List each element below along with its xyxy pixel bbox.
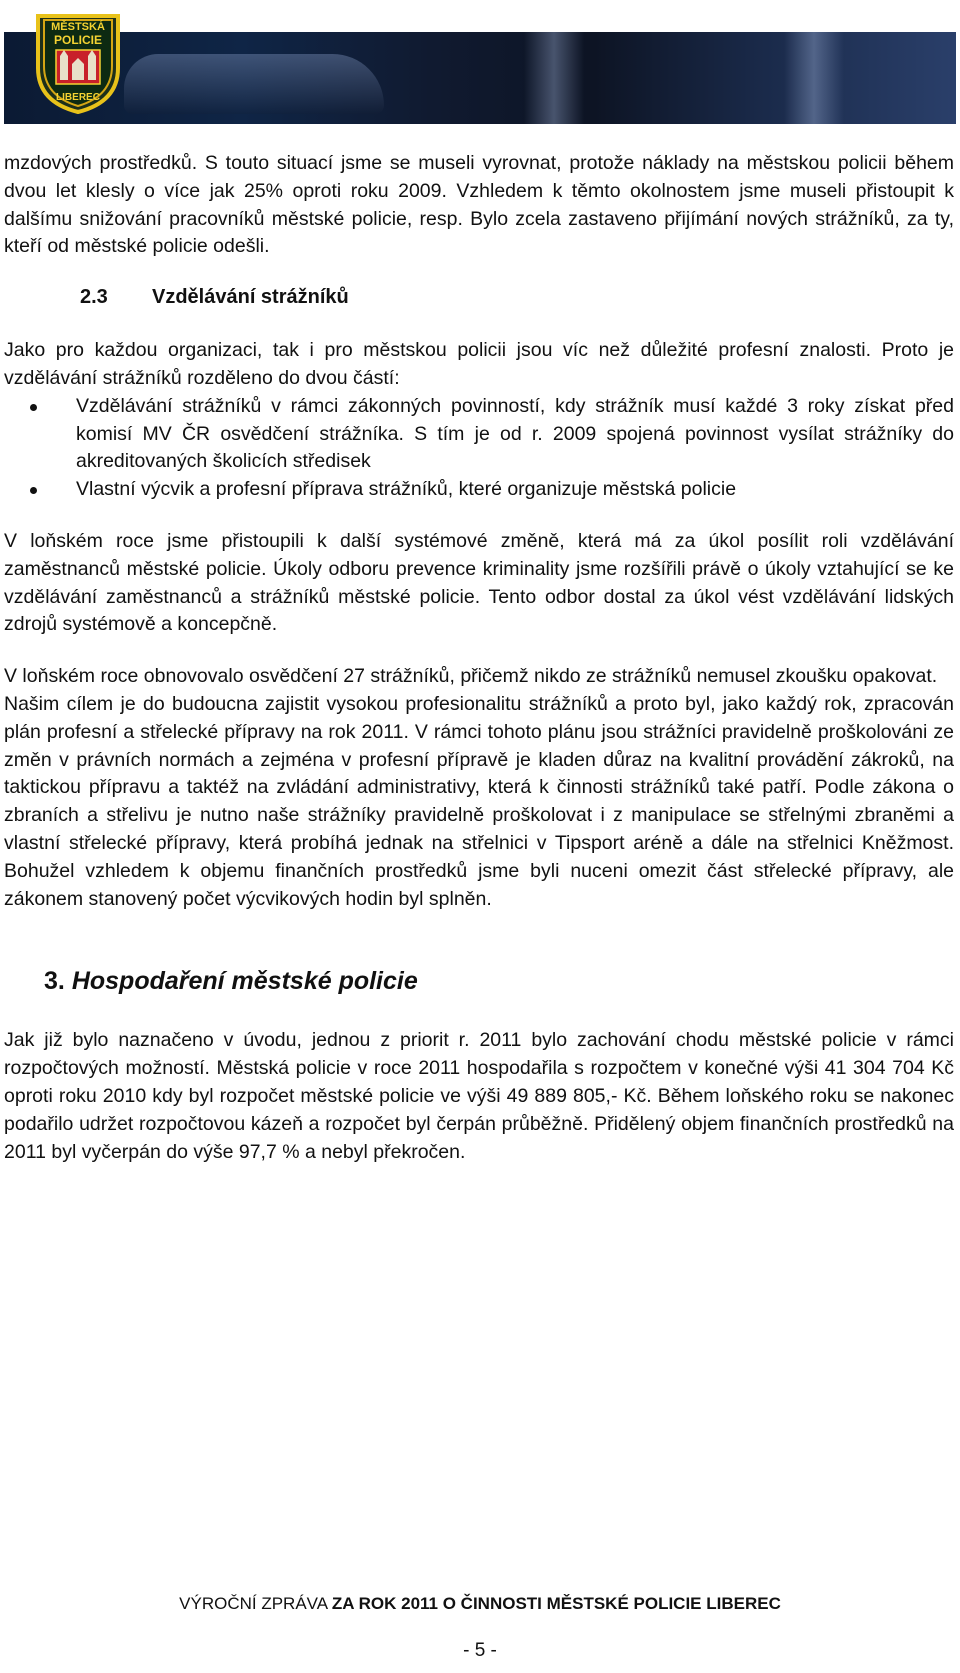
city-police-logo-icon xyxy=(30,6,126,114)
section-number: 2.3 xyxy=(80,286,108,309)
logo-text-mid: POLICIE xyxy=(53,33,103,47)
footer-label-bold: ZA ROK 2011 O ČINNOSTI MĚSTSKÉ POLICIE LIBEREC xyxy=(331,1594,781,1613)
bullet-icon xyxy=(30,487,37,494)
page-number: - 5 - xyxy=(463,1640,497,1661)
logo-text-top: MĚSTSKÁ xyxy=(51,21,105,33)
page-header xyxy=(4,0,956,124)
paragraph: V loňském roce obnovovalo osvědčení 27 strážníků, přičemž nikdo ze strážníků nemusel zkoušku opakovat. xyxy=(4,665,938,688)
bullet-list xyxy=(4,393,954,504)
document-body xyxy=(4,150,954,1166)
section-heading-3 xyxy=(4,965,954,997)
section-title: Vzdělávání strážníků xyxy=(152,286,349,309)
list-item xyxy=(4,393,954,476)
page-footer xyxy=(0,1594,960,1614)
paragraph: mzdových prostředků. S touto situací jsme se museli vyrovnat, protože náklady na městskou policii během dvou let klesly o více jak 25% oproti roku 2009. Vzhledem k těmto okolnostem jsme museli přistoupit k dalšímu snižování pracovníků městské policie, resp. Bylo zcela zastaveno přijímání nových strážníků, za ty, kteří od městské policie odešli. xyxy=(4,152,954,258)
list-item-text: Vzdělávání strážníků v rámci zákonných povinností, kdy strážník musí každé 3 roky získat před komisí MV ČR osvědčení strážníka. S tím je od r. 2009 spojená povinnost vysílat strážníky do akreditovaných školicích středisek xyxy=(76,394,954,473)
header-banner xyxy=(4,32,956,124)
light-flare xyxy=(784,32,844,124)
paragraph: Jak již bylo naznačeno v úvodu, jednou z priorit r. 2011 bylo zachování chodu městské policie v rámci rozpočtových možností. Městská policie v roce 2011 hospodařila s rozpočtem v konečné výši 41 304 704 Kč oproti roku 2010 kdy byl rozpočet městské policie ve výši 49 889 805,- Kč. Během loňského roku se nakonec podařilo udržet rozpočtovou kázeň a rozpočet byl čerpán průběžně. Přidělený objem finančních prostředků na 2011 byl vyčerpán do výše 97,7 % a nebyl překročen. xyxy=(4,1029,954,1163)
list-item-text: Vlastní výcvik a profesní příprava strážníků, které organizuje městská policie xyxy=(76,478,737,501)
section-title: Hospodaření městské policie xyxy=(71,967,418,996)
light-flare xyxy=(524,32,584,124)
paragraph: V loňském roce jsme přistoupili k další systémové změně, která má za úkol posílit roli vzdělávání zaměstnanců městské policie. Úkoly odboru prevence kriminality jsme rozšířili právě o úkoly vztahující se ke vzdělávání zaměstnanců a strážníků městské policie. Tento odbor dostal za úkol vést vzdělávání lidských zdrojů systémově a koncepčně. xyxy=(4,529,954,636)
paragraph: Jako pro každou organizaci, tak i pro městskou policii jsou víc než důležité profesní znalosti. Proto je vzdělávání strážníků rozděleno do dvou částí: xyxy=(4,339,954,389)
list-item xyxy=(4,476,954,504)
logo-text-bottom: LIBEREC xyxy=(56,92,100,103)
bullet-icon xyxy=(30,404,37,411)
section-number: 3. xyxy=(44,967,65,996)
footer-label: VÝROČNÍ ZPRÁVA xyxy=(179,1594,332,1613)
section-heading-2-3 xyxy=(4,283,954,311)
paragraph: Našim cílem je do budoucna zajistit vysokou profesionalitu strážníků a proto byl, jako každý rok, zpracován plán profesní a střelecké přípravy na rok 2011. V rámci tohoto plánu jsou strážníci pravidelně proškolováni ze změn v právních normách a zejména v profesní přípravě je kladen důraz na kvalitní provádění zákroků, na taktickou přípravu a taktéž na zvládání administrativy, která k činnosti strážníků také patří. Podle zákona o zbraních a střelivu je nutno naše strážníky pravidelně proškolovat i z manipulace se střelnými zbraněmi a vlastní střelecké přípravy, která probíhá jednak na střelnici v Tipsport aréně a dále na střelnici Kněžmost. Bohužel vzhledem k objemu finančních prostředků jsme byli nuceni omezit část střelecké přípravy, ale zákonem stanovený počet výcvikových hodin byl splněn. xyxy=(4,692,954,910)
police-car-image xyxy=(124,54,384,114)
